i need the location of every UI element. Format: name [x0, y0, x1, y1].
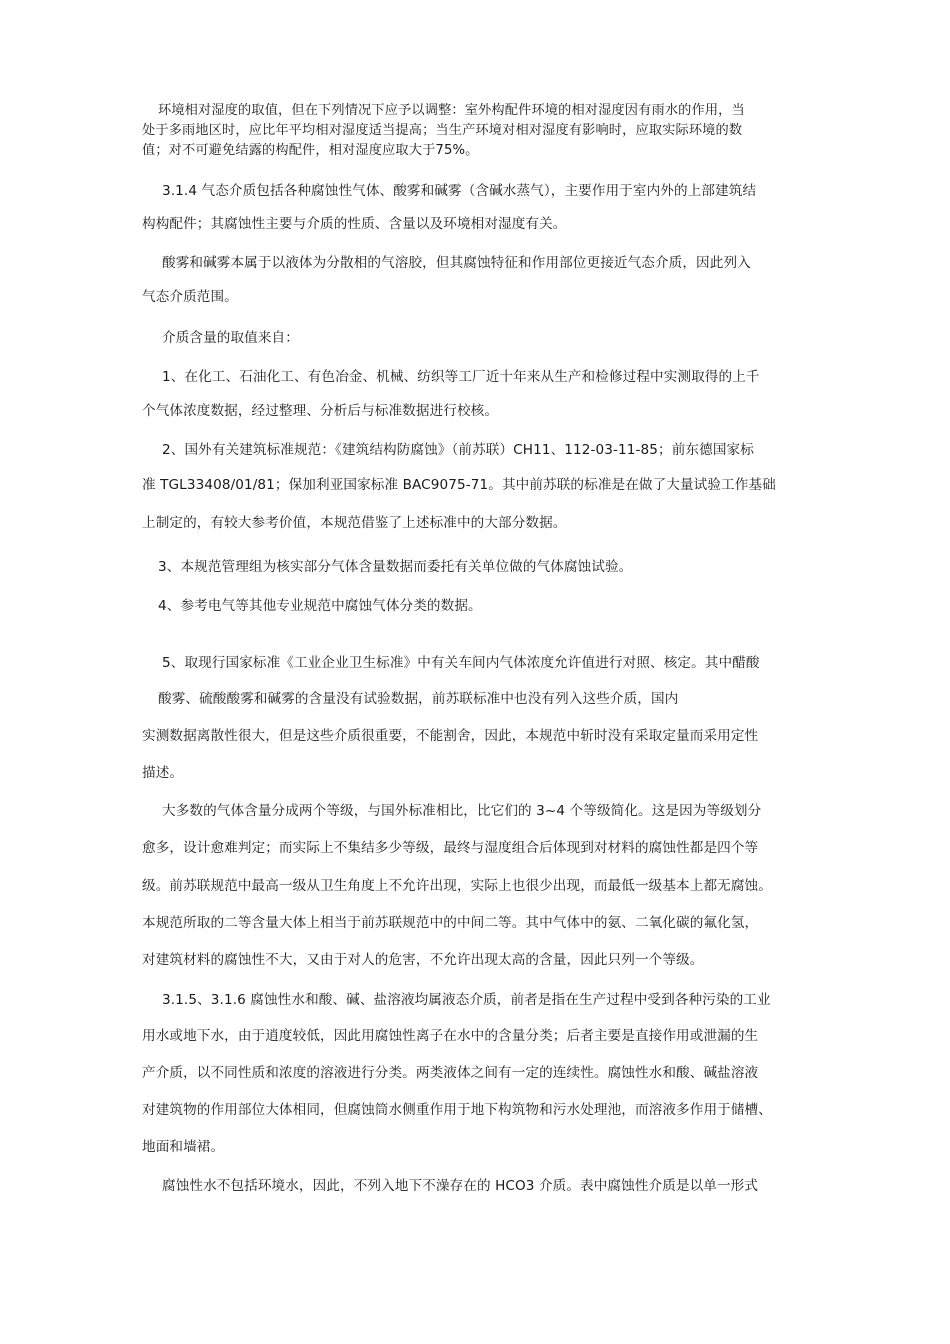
text-line: 本规范所取的二等含量大体上相当于前苏联规范中的中间二等。其中气体中的氨、二氧化碳的氟化氢， — [142, 915, 759, 931]
text-line: 气态介质范围。 — [142, 289, 238, 305]
text-line: 酸雾、硫酸酸雾和碱雾的含量没有试验数据，前苏联标准中也没有列入这些介质，国内 — [158, 691, 679, 707]
text-line: 大多数的气体含量分成两个等级，与国外标准相比，比它们的 3~4 个等级简化。这是因为等级划分 — [162, 803, 762, 819]
text-line: 3.1.4 气态介质包括各种腐蚀性气体、酸雾和碱雾（含碱水蒸气），主要作用于室内外的上部建筑结 — [162, 183, 757, 199]
text-line: 环境相对湿度的取值，但在下列情况下应予以调整：室外构配件环境的相对湿度因有雨水的作用，当 — [158, 103, 745, 118]
text-line: 愈多，设计愈难判定；而实际上不集结多少等级，最终与湿度组合后体现到对材料的腐蚀性都是四个等 — [142, 840, 759, 856]
text-line: 5、取现行国家标准《工业企业卫生标准》中有关车间内气体浓度允许值进行对照、核定。其中醋酸 — [162, 655, 760, 671]
text-line: 1、在化工、石油化工、有色冶金、机械、纺织等工厂近十年来从生产和检修过程中实测取得的上千 — [162, 369, 760, 385]
text-line: 3.1.5、3.1.6 腐蚀性水和酸、碱、盐溶液均属液态介质，前者是指在生产过程中受到各种污染的工业 — [162, 992, 771, 1008]
text-line: 酸雾和碱雾本属于以液体为分散相的气溶胶，但其腐蚀特征和作用部位更接近气态介质，因此列入 — [162, 255, 751, 271]
text-line: 描述。 — [142, 765, 184, 781]
text-line: 4、参考电气等其他专业规范中腐蚀气体分类的数据。 — [158, 598, 482, 614]
text-line: 对建筑物的作用部位大体相同，但腐蚀筒水侧重作用于地下构筑物和污水处理池，而溶液多作用于储槽、 — [142, 1102, 772, 1118]
text-line: 实测数据离散性很大，但是这些介质很重要，不能割舍，因此，本规范中斩时没有采取定量而采用定性 — [142, 728, 759, 744]
text-line: 介质含量的取值来自： — [162, 330, 299, 346]
text-line: 级。前苏联规范中最高一级从卫生角度上不允许出现，实际上也很少出现，而最低一级基本上都无腐蚀。 — [142, 878, 772, 894]
text-line: 构构配件；其腐蚀性主要与介质的性质、含量以及环境相对湿度有关。 — [142, 216, 567, 232]
text-line: 对建筑材料的腐蚀性不大，又由于对人的危害，不允许出现太高的含量，因此只列一个等级。 — [142, 952, 704, 968]
text-line: 准 TGL33408/01/81；保加利亚国家标准 BAC9075-71。其中前苏联的标准是在做了大量试验工作基础 — [142, 477, 776, 493]
text-line: 处于多雨地区时，应比年平均相对湿度适当提高；当生产环境对相对湿度有影响时，应取实际环境的数 — [142, 123, 743, 138]
text-line: 2、国外有关建筑标准规范：《建筑结构防腐蚀》（前苏联）CH11、112-03-11-85；前东德国家标 — [162, 442, 754, 458]
text-line: 个气体浓度数据，经过整理、分析后与标准数据进行校核。 — [142, 403, 499, 419]
text-line: 值；对不可避免结露的构配件，相对湿度应取大于75%。 — [142, 143, 479, 158]
text-line: 产介质，以不同性质和浓度的溶液进行分类。两类液体之间有一定的连续性。腐蚀性水和酸、碱盐溶液 — [142, 1065, 759, 1081]
text-line: 地面和墙裙。 — [142, 1139, 225, 1155]
text-line: 3、本规范管理组为核实部分气体含量数据而委托有关单位做的气体腐蚀试验。 — [158, 559, 633, 575]
text-line: 上制定的，有较大参考价值，本规范借鉴了上述标准中的大部分数据。 — [142, 515, 567, 531]
text-line: 腐蚀性水不包括环境水，因此，不列入地下不澡存在的 HCO3 介质。表中腐蚀性介质是以单一形式 — [162, 1178, 759, 1194]
text-line: 用水或地下水，由于逍度较低，因此用腐蚀性离子在水中的含量分类；后者主要是直接作用或泄漏的生 — [142, 1028, 759, 1044]
